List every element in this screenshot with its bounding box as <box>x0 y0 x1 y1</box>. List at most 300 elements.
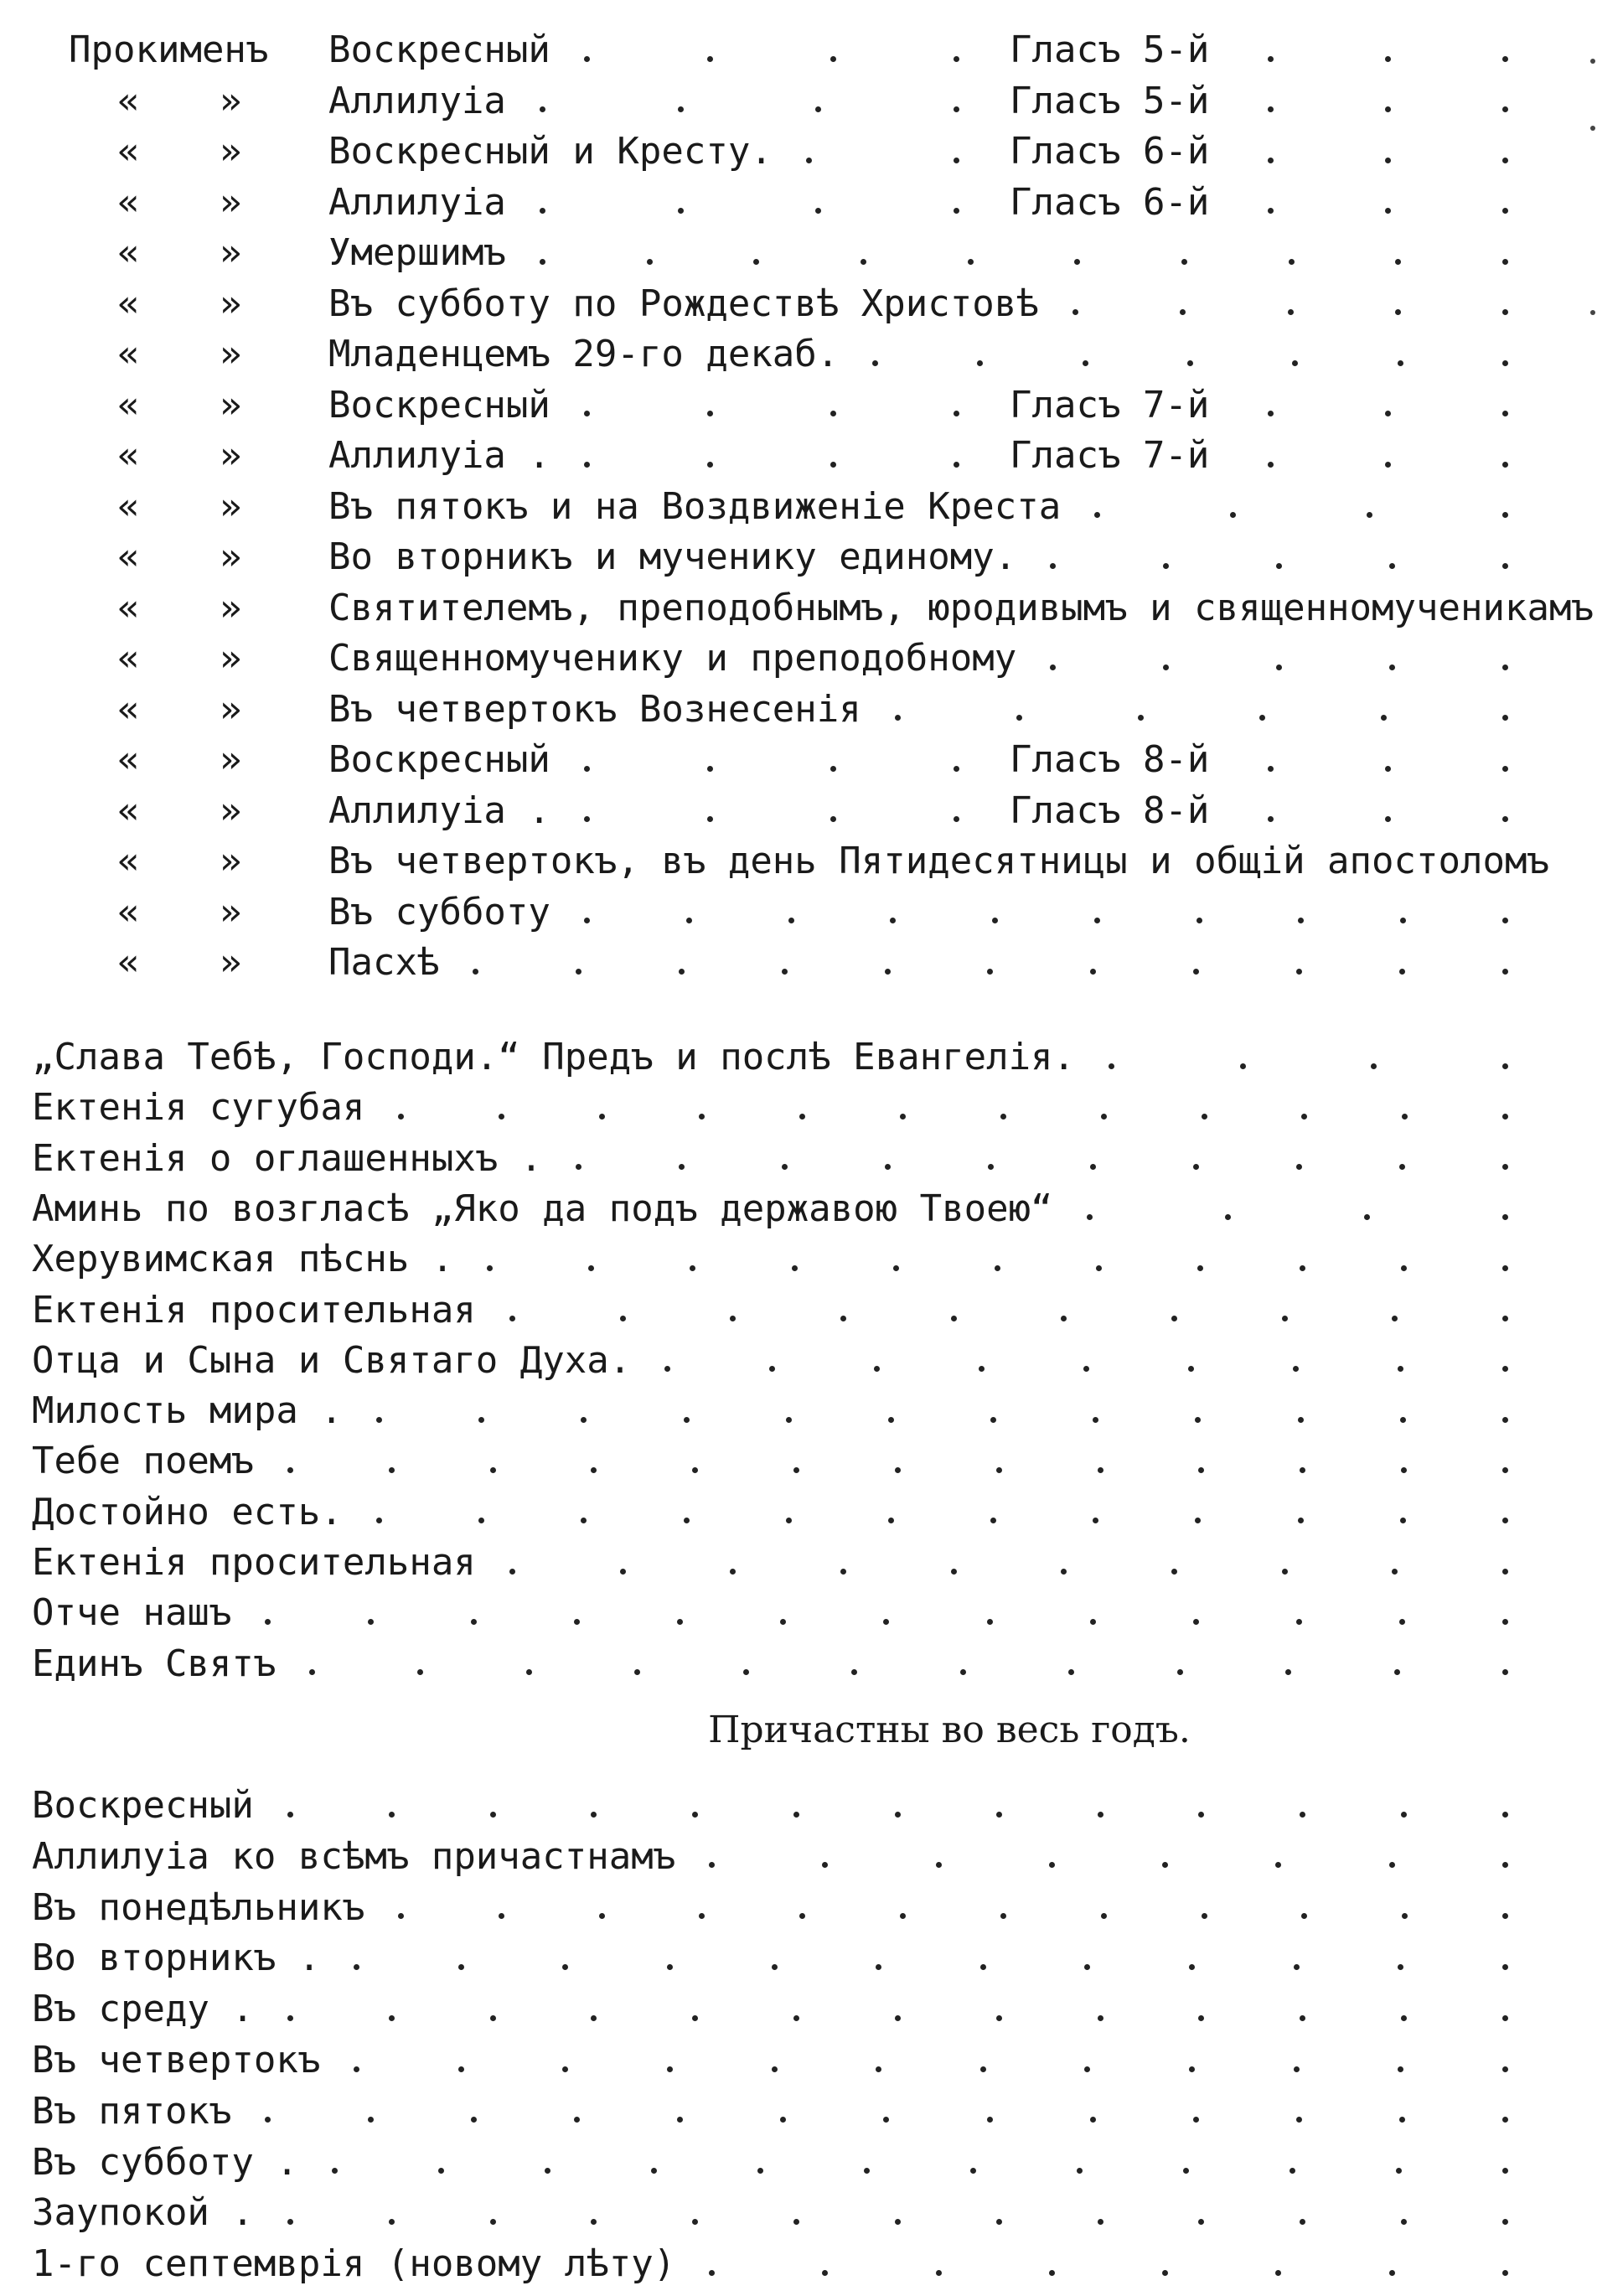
leader-dot <box>1196 918 1202 923</box>
ditto-open-quote: « <box>117 586 140 629</box>
dot-leader <box>1268 127 1508 177</box>
edge-mark <box>1590 126 1595 131</box>
dot-leader <box>487 1234 1508 1285</box>
leader-dot <box>954 158 959 163</box>
dot-leader <box>398 1083 1508 1133</box>
prokimen-row <box>0 76 1597 127</box>
leader-dot <box>692 1467 698 1473</box>
leader-dot <box>309 1669 315 1675</box>
leader-dot <box>417 1669 423 1675</box>
leader-dot <box>1098 2219 1103 2225</box>
prichastny-row <box>0 2087 1597 2137</box>
leader-dot <box>1162 1862 1168 1868</box>
leader-dot <box>1502 1913 1508 1919</box>
leader-dot <box>490 1812 496 1818</box>
prokimen-row <box>0 583 1597 633</box>
leader-dot <box>1392 1316 1398 1321</box>
leader-dot <box>987 2117 993 2123</box>
ditto-open-quote: « <box>117 484 140 528</box>
leader-dot <box>1163 563 1169 569</box>
leader-dot <box>526 1669 532 1675</box>
prichastny-row <box>0 1781 1597 1831</box>
leader-dot <box>1096 1265 1102 1271</box>
liturgy-row <box>0 1234 1597 1285</box>
leader-dot <box>690 1265 695 1271</box>
leader-dot <box>458 1964 464 1970</box>
dot-leader <box>376 1386 1508 1436</box>
leader-dot <box>1000 1114 1006 1120</box>
dot-leader <box>584 25 959 75</box>
liturgy-row <box>0 1436 1597 1487</box>
ditto-close-quote: » <box>220 586 242 629</box>
leader-dot <box>368 1619 374 1625</box>
leader-dot <box>1398 1964 1403 1970</box>
leader-dot <box>287 2219 293 2225</box>
leader-dot <box>968 259 974 265</box>
dot-leader <box>1268 380 1508 431</box>
leader-dot <box>581 1518 587 1523</box>
leader-dot <box>1296 1619 1302 1625</box>
liturgy-row <box>0 1285 1597 1336</box>
leader-dot <box>499 1114 504 1120</box>
leader-dot <box>772 2066 778 2072</box>
section-heading-prichastny: Причастны во весь годъ. <box>708 1709 1191 1751</box>
leader-dot <box>287 1467 293 1473</box>
dot-leader <box>287 1984 1508 2035</box>
leader-dot <box>1502 563 1508 569</box>
ditto-open-quote: « <box>117 383 140 427</box>
prokimen-row <box>0 380 1597 431</box>
ditto-open-quote: « <box>117 687 140 731</box>
leader-dot <box>389 1812 395 1818</box>
leader-dot <box>1294 1964 1300 1970</box>
ditto-close-quote: » <box>220 840 242 882</box>
liturgy-row-label: Тебе поемъ <box>32 1440 254 1483</box>
leader-dot <box>830 411 836 416</box>
glas-label: Гласъ 5-й <box>1010 28 1210 71</box>
leader-dot <box>599 1114 605 1120</box>
leader-dot <box>995 1265 1000 1271</box>
leader-dot <box>664 1366 670 1372</box>
leader-dot <box>900 1114 906 1120</box>
leader-dot <box>1187 360 1193 366</box>
leader-dot <box>799 1114 805 1120</box>
leader-dot <box>1288 309 1294 315</box>
leader-dot <box>458 2066 464 2072</box>
prokimen-title: Младенцемъ 29-го декаб. <box>328 333 840 375</box>
leader-dot <box>830 816 836 822</box>
leader-dot <box>699 1114 705 1120</box>
leader-dot <box>1268 411 1274 416</box>
leader-dot <box>588 1265 594 1271</box>
dot-leader <box>664 1336 1508 1386</box>
leader-dot <box>471 1619 477 1625</box>
leader-dot <box>509 1569 515 1575</box>
liturgy-row-label: Аминь по возгласѣ „Яко да подъ державою Твоею“ <box>32 1187 1053 1230</box>
leader-dot <box>1276 563 1282 569</box>
ditto-close-quote: » <box>220 333 242 375</box>
leader-dot <box>667 1964 673 1970</box>
leader-dot <box>684 1518 690 1523</box>
leader-dot <box>265 1619 271 1625</box>
dot-leader <box>709 2239 1508 2289</box>
prichastny-row <box>0 2188 1597 2238</box>
leader-dot <box>354 2066 359 2072</box>
leader-dot <box>830 56 836 62</box>
leader-dot <box>1502 1417 1508 1423</box>
leader-dot <box>954 208 959 214</box>
leader-dot <box>1292 360 1298 366</box>
dot-leader <box>398 1883 1508 1933</box>
leader-dot <box>545 2168 550 2174</box>
leader-dot <box>1300 2219 1305 2225</box>
leader-dot <box>707 766 713 772</box>
leader-dot <box>890 918 896 923</box>
dot-leader <box>540 228 1508 278</box>
leader-dot <box>1502 2168 1508 2174</box>
leader-dot <box>438 2168 444 2174</box>
leader-dot <box>1399 1619 1405 1625</box>
leader-dot <box>1090 1619 1096 1625</box>
leader-dot <box>1138 715 1144 721</box>
leader-dot <box>1385 411 1391 416</box>
dot-leader <box>354 2035 1508 2086</box>
liturgy-row-label: Единъ Святъ <box>32 1642 277 1685</box>
leader-dot <box>1301 1114 1307 1120</box>
leader-dot <box>1385 56 1391 62</box>
leader-dot <box>977 360 983 366</box>
leader-dot <box>990 1417 996 1423</box>
dot-leader <box>1268 735 1508 785</box>
leader-dot <box>699 1913 705 1919</box>
leader-dot <box>936 1862 942 1868</box>
ditto-open-quote: « <box>117 130 140 173</box>
liturgy-row-label: Отца и Сына и Святаго Духа. <box>32 1338 632 1382</box>
dot-leader <box>287 1781 1508 1831</box>
leader-dot <box>876 1964 881 1970</box>
leader-dot <box>1502 462 1508 468</box>
leader-dot <box>1502 1964 1508 1970</box>
prokimen-row <box>0 786 1597 836</box>
leader-dot <box>1296 2117 1302 2123</box>
leader-dot <box>1401 1467 1407 1473</box>
dot-leader <box>584 735 959 785</box>
leader-dot <box>1171 1569 1177 1575</box>
leader-dot <box>743 1669 749 1675</box>
leader-dot <box>287 2015 293 2021</box>
leader-dot <box>1502 512 1508 518</box>
liturgy-row-label: Ектенія просительная <box>32 1541 476 1584</box>
prokimen-title: Воскресный <box>328 738 550 781</box>
leader-dot <box>954 462 959 468</box>
leader-dot <box>895 715 901 721</box>
leader-dot <box>368 2117 374 2123</box>
leader-dot <box>1385 158 1391 163</box>
leader-dot <box>954 56 959 62</box>
dot-leader <box>354 1933 1508 1983</box>
leader-dot <box>1195 1417 1201 1423</box>
leader-dot <box>895 2015 901 2021</box>
liturgy-row <box>0 1083 1597 1133</box>
dot-leader <box>540 178 959 228</box>
leader-dot <box>1300 2015 1305 2021</box>
leader-dot <box>1502 309 1508 315</box>
leader-dot <box>478 1417 484 1423</box>
leader-dot <box>620 1569 626 1575</box>
leader-dot <box>799 1913 805 1919</box>
prichastny-row-label: Въ субботу . <box>32 2140 298 2184</box>
leader-dot <box>1090 2117 1096 2123</box>
leader-dot <box>376 1417 382 1423</box>
leader-dot <box>1294 2066 1300 2072</box>
leader-dot <box>591 1812 597 1818</box>
leader-dot <box>678 106 684 112</box>
dot-leader <box>509 1285 1508 1336</box>
leader-dot <box>990 1518 996 1523</box>
leader-dot <box>1502 2015 1508 2021</box>
leader-dot <box>954 106 959 112</box>
leader-dot <box>1198 2015 1204 2021</box>
leader-dot <box>1093 1518 1098 1523</box>
leader-dot <box>1389 2270 1395 2276</box>
ditto-open-quote: « <box>117 738 140 781</box>
dot-leader <box>332 2138 1508 2188</box>
leader-dot <box>786 1518 792 1523</box>
prichastny-row-label: Въ пятокъ <box>32 2089 232 2133</box>
dot-leader <box>1268 178 1508 228</box>
prokimen-title: Въ пятокъ и на Воздвиженіе Креста <box>328 484 1062 528</box>
leader-dot <box>888 1417 894 1423</box>
leader-dot <box>786 1417 792 1423</box>
prokimen-title: Въ субботу <box>328 890 550 933</box>
leader-dot <box>287 1812 293 1818</box>
leader-dot <box>376 1518 382 1523</box>
glas-label: Гласъ 5-й <box>1010 79 1210 122</box>
ditto-close-quote: » <box>220 535 242 578</box>
dot-leader <box>709 1832 1508 1882</box>
leader-dot <box>398 1114 404 1120</box>
leader-dot <box>647 259 653 265</box>
leader-dot <box>684 1417 690 1423</box>
dot-leader <box>872 329 1508 380</box>
leader-dot <box>1502 1164 1508 1170</box>
leader-dot <box>707 411 713 416</box>
leader-dot <box>822 2270 828 2276</box>
ditto-close-quote: » <box>220 180 242 224</box>
prichastny-row-label: Въ среду . <box>32 1988 254 2031</box>
leader-dot <box>1084 1964 1090 1970</box>
leader-dot <box>1502 715 1508 721</box>
leader-dot <box>1502 208 1508 214</box>
leader-dot <box>1087 1214 1093 1220</box>
prokimen-row <box>0 178 1597 228</box>
leader-dot <box>1399 2117 1405 2123</box>
leader-dot <box>398 1913 404 1919</box>
ditto-close-quote: » <box>220 282 242 325</box>
glas-label: Гласъ 7-й <box>1010 383 1210 427</box>
ditto-open-quote: « <box>117 941 140 984</box>
leader-dot <box>1502 360 1508 366</box>
leader-dot <box>1389 563 1395 569</box>
leader-dot <box>1502 1862 1508 1868</box>
leader-dot <box>562 1964 568 1970</box>
leader-dot <box>987 1619 993 1625</box>
leader-dot <box>757 2168 763 2174</box>
dot-leader <box>287 2188 1508 2238</box>
leader-dot <box>651 2168 657 2174</box>
leader-dot <box>1282 1569 1288 1575</box>
leader-dot <box>792 1265 798 1271</box>
leader-dot <box>1398 2066 1403 2072</box>
prokimen-title: Въ субботу по Рождествѣ Христовѣ <box>328 282 1039 325</box>
leader-dot <box>1083 360 1088 366</box>
prichastny-row-label: Воскресный <box>32 1784 254 1827</box>
liturgy-row-label: Ектенія просительная <box>32 1288 476 1332</box>
leader-dot <box>692 2219 698 2225</box>
leader-dot <box>1094 512 1100 518</box>
leader-dot <box>1109 1063 1114 1069</box>
prokimen-row <box>0 228 1597 278</box>
liturgy-row <box>0 1184 1597 1234</box>
prokimen-row <box>0 887 1597 938</box>
leader-dot <box>772 1964 778 1970</box>
leader-dot <box>936 2270 942 2276</box>
ditto-close-quote: » <box>220 789 242 832</box>
leader-dot <box>576 969 581 975</box>
leader-dot <box>1394 1669 1400 1675</box>
leader-dot <box>581 1417 587 1423</box>
leader-dot <box>793 1812 799 1818</box>
leader-dot <box>540 259 545 265</box>
dot-leader <box>1268 76 1508 127</box>
ditto-open-quote: « <box>117 333 140 375</box>
ditto-open-quote: « <box>117 434 140 477</box>
leader-dot <box>1072 309 1078 315</box>
leader-dot <box>782 1164 788 1170</box>
leader-dot <box>782 969 788 975</box>
dot-leader <box>895 685 1508 735</box>
ditto-open-quote: « <box>117 180 140 224</box>
leader-dot <box>1225 1214 1231 1220</box>
leader-dot <box>1398 360 1403 366</box>
prokimen-row <box>0 431 1597 481</box>
prokimen-title: Умершимъ <box>328 231 506 274</box>
leader-dot <box>1364 1214 1370 1220</box>
leader-dot <box>591 2219 597 2225</box>
liturgy-row <box>0 1336 1597 1386</box>
leader-dot <box>1502 918 1508 923</box>
leader-dot <box>840 1569 846 1575</box>
leader-dot <box>1502 158 1508 163</box>
prichastny-row <box>0 1832 1597 1882</box>
leader-dot <box>473 969 478 975</box>
dot-leader <box>576 1134 1508 1184</box>
glas-label: Гласъ 7-й <box>1010 434 1210 477</box>
leader-dot <box>354 1964 359 1970</box>
leader-dot <box>707 56 713 62</box>
edge-mark <box>1590 310 1595 315</box>
leader-dot <box>780 2117 786 2123</box>
leader-dot <box>677 2117 683 2123</box>
leader-dot <box>1502 1265 1508 1271</box>
ditto-close-quote: » <box>220 383 242 427</box>
leader-dot <box>332 2168 338 2174</box>
dot-leader <box>1109 1032 1508 1083</box>
leader-dot <box>1396 2168 1402 2174</box>
prokimen-lead-word: Прокименъ <box>69 28 269 71</box>
prichastny-row <box>0 1883 1597 1933</box>
leader-dot <box>1301 1913 1307 1919</box>
ditto-open-quote: « <box>117 890 140 933</box>
leader-dot <box>591 1467 597 1473</box>
leader-dot <box>815 208 821 214</box>
dot-leader <box>1087 1184 1508 1234</box>
leader-dot <box>874 1366 880 1372</box>
leader-dot <box>996 2219 1002 2225</box>
leader-dot <box>851 1669 857 1675</box>
leader-dot <box>1385 766 1391 772</box>
leader-dot <box>730 1316 736 1321</box>
leader-dot <box>1101 1114 1107 1120</box>
prokimen-title: Аллилуіа <box>328 180 506 224</box>
leader-dot <box>996 1812 1002 1818</box>
leader-dot <box>895 2219 901 2225</box>
leader-dot <box>509 1316 515 1321</box>
ditto-open-quote: « <box>117 789 140 832</box>
leader-dot <box>988 1164 994 1170</box>
leader-dot <box>1296 969 1302 975</box>
leader-dot <box>1193 1164 1199 1170</box>
leader-dot <box>1293 1366 1299 1372</box>
leader-dot <box>584 816 590 822</box>
leader-dot <box>788 918 794 923</box>
prichastny-row-label: Въ четвертокъ <box>32 2039 321 2081</box>
leader-dot <box>885 1164 891 1170</box>
leader-dot <box>1298 1518 1304 1523</box>
leader-dot <box>540 106 545 112</box>
dot-leader <box>1268 431 1508 481</box>
leader-dot <box>1171 1316 1177 1321</box>
leader-dot <box>1090 969 1096 975</box>
leader-dot <box>1289 2168 1295 2174</box>
dot-leader <box>584 380 959 431</box>
leader-dot <box>471 2117 477 2123</box>
leader-dot <box>1502 664 1508 670</box>
leader-dot <box>793 2015 799 2021</box>
leader-dot <box>1050 563 1056 569</box>
leader-dot <box>864 2168 870 2174</box>
liturgy-row-label: Милость мира . <box>32 1389 343 1433</box>
prokimen-title: Аллилуіа . <box>328 789 550 832</box>
leader-dot <box>895 1467 901 1473</box>
ditto-open-quote: « <box>117 535 140 578</box>
liturgy-row <box>0 1386 1597 1436</box>
prokimen-title: Священномученику и преподобному <box>328 637 1017 680</box>
prokimen-row <box>0 25 1597 75</box>
dot-leader <box>376 1487 1508 1538</box>
leader-dot <box>1197 1265 1203 1271</box>
prokimen-title: Во вторникъ и мученику единому. <box>328 535 1017 578</box>
leader-dot <box>1049 1862 1055 1868</box>
leader-dot <box>861 259 866 265</box>
leader-dot <box>1061 1316 1067 1321</box>
leader-dot <box>885 969 891 975</box>
leader-dot <box>1502 106 1508 112</box>
leader-dot <box>1385 106 1391 112</box>
dot-leader <box>1268 786 1508 836</box>
leader-dot <box>1398 1366 1403 1372</box>
dot-leader <box>265 1588 1508 1638</box>
